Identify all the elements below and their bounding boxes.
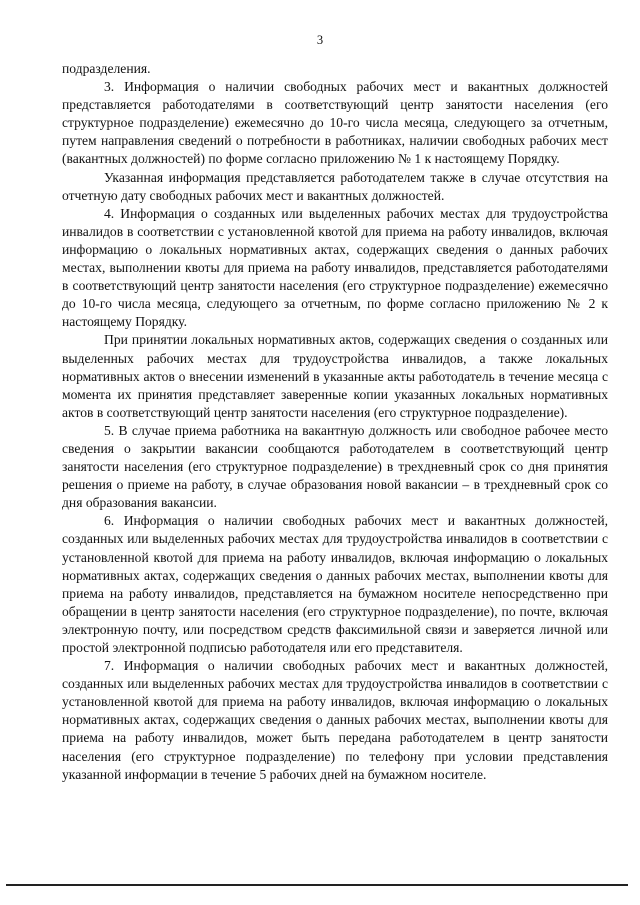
paragraph-item-4-note: При принятии локальных нормативных актов, содержащих сведения о созданных или выделенных рабочих местах для трудоустройства инвалидов, а также локальных нормативных актов о внесении изменений в указанные акты работодатель в течение месяца с момента их принятия представляет заверенные копии указанных локальных нормативных актов в соответствующий центр занятости населения (его структурное подразделение). xyxy=(62,332,608,420)
paragraph-item-4: 4. Информация о созданных или выделенных рабочих местах для трудоустройства инвалидов в соответствии с установленной квотой для приема на работу инвалидов, включая информацию о локальных нормативных актах, содержащих сведения о данных рабочих местах, выполнении квоты для приема на работу инвалидов, представляется работодателями в соответствующий центр занятости населения (его структурное подразделение) ежемесячно до 10-го числа месяца, следующего за отчетным, по форме согласно приложению № 2 к настоящему Порядку. xyxy=(62,205,608,330)
page-number: 3 xyxy=(316,33,324,47)
document-body xyxy=(62,60,608,784)
paragraph-item-3-note: Указанная информация представляется работодателем также в случае отсутствия на отчетную дату свободных рабочих мест и вакантных должностей. xyxy=(62,169,608,203)
paragraph-continuation: подразделения. xyxy=(62,61,151,76)
paragraph-item-3: 3. Информация о наличии свободных рабочих мест и вакантных должностей представляется работодателями в соответствующий центр занятости населения (его структурное подразделение) ежемесячно до 10-го числа месяца, следующего за отчетным, путем направления сведений о потребности в работниках, наличии свободных рабочих мест (вакантных должностей) по форме согласно приложению № 1 к настоящему Порядку. xyxy=(62,79,608,167)
paragraph-item-6: 6. Информация о наличии свободных рабочих мест и вакантных должностей, созданных или выделенных рабочих местах для трудоустройства инвалидов в соответствии с установленной квотой для приема на работу инвалидов, включая информацию о локальных нормативных актах, содержащих сведения о данных рабочих местах, выполнении квоты для приема на работу инвалидов, представляется на бумажном носителе непосредственно при обращении в центр занятости населения (его структурное подразделение), по почте, включая электронную почту, или посредством средств факсимильной связи и заверяется личной или простой электронной подписью работодателя или его представителя. xyxy=(62,513,608,655)
paragraph-item-7: 7. Информация о наличии свободных рабочих мест и вакантных должностей, созданных или выделенных рабочих местах для трудоустройства инвалидов в соответствии с установленной квотой для приема на работу инвалидов, включая информацию о локальных нормативных актах, содержащих сведения о данных рабочих местах, выполнении квоты для приема на работу инвалидов, может быть передана работодателем в центр занятости населения (его структурное подразделение) по телефону при условии представления указанной информации в течение 5 рабочих дней на бумажном носителе. xyxy=(62,658,608,782)
paragraph-item-5: 5. В случае приема работника на вакантную должность или свободное рабочее место сведения о закрытии вакансии сообщаются работодателем в соответствующий центр занятости населения (его структурное подразделение) в трехдневный срок со дня принятия решения о приеме на работу, в случае образования новой вакансии – в трехдневный срок со дня образования вакансии. xyxy=(62,422,608,511)
bottom-divider xyxy=(6,884,628,886)
